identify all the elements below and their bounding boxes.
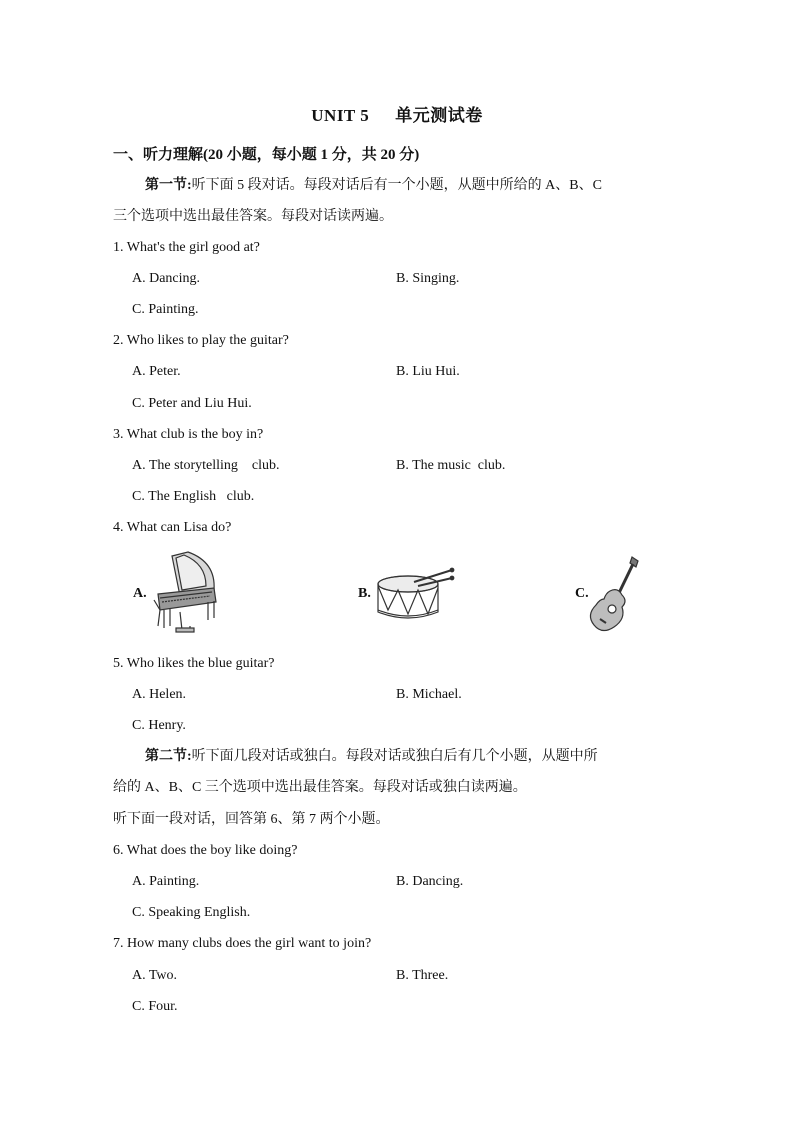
question-stem: 2. Who likes to play the guitar? xyxy=(113,333,289,348)
option-a: A. The storytelling club. xyxy=(132,458,280,473)
part1-label: 第一节: xyxy=(145,178,192,193)
option-a: A. Painting. xyxy=(132,874,200,889)
option-a: A. Dancing. xyxy=(132,271,201,286)
question-stem: 1. What's the girl good at? xyxy=(113,240,260,255)
option-c: C. Four. xyxy=(132,999,178,1014)
option-c: C. Henry. xyxy=(132,718,186,733)
question-stem: 4. What can Lisa do? xyxy=(113,520,232,535)
question-stem: 6. What does the boy like doing? xyxy=(113,843,298,858)
option-b: B. Three. xyxy=(396,968,449,983)
option-a: A. Helen. xyxy=(132,687,187,702)
option-a-label: A. xyxy=(133,586,147,601)
option-c: C. The English club. xyxy=(132,489,255,504)
page-title xyxy=(0,106,794,126)
question-stem: 3. What club is the boy in? xyxy=(113,427,264,442)
unit-label: UNIT 5 xyxy=(311,106,370,125)
option-b: B. Singing. xyxy=(396,271,460,286)
piano-icon xyxy=(150,550,222,636)
drum-icon xyxy=(376,568,456,626)
question-stem: 7. How many clubs does the girl want to join? xyxy=(113,936,372,951)
option-c: C. Peter and Liu Hui. xyxy=(132,396,252,411)
part1-instruction-line2: 三个选项中选出最佳答案。每段对话读两遍。 xyxy=(113,209,393,224)
option-b: B. The music club. xyxy=(396,458,506,473)
option-c-label: C. xyxy=(575,586,589,601)
option-c: C. Speaking English. xyxy=(132,905,251,920)
test-name: 单元测试卷 xyxy=(395,106,483,125)
part2-instruction-line1: 第二节:听下面几段对话或独白。每段对话或独白后有几个小题，从题中所 xyxy=(145,749,598,764)
option-b: B. Michael. xyxy=(396,687,462,702)
option-a: A. Two. xyxy=(132,968,178,983)
part1-instruction-line1: 第一节:听下面 5 段对话。每段对话后有一个小题，从题中所给的 A、B、C xyxy=(145,178,602,193)
option-b: B. Liu Hui. xyxy=(396,364,460,379)
part2-instruction-line2: 给的 A、B、C 三个选项中选出最佳答案。每段对话或独白读两遍。 xyxy=(113,780,527,795)
option-b: B. Dancing. xyxy=(396,874,464,889)
part2-label: 第二节: xyxy=(145,749,192,764)
option-c: C. Painting. xyxy=(132,302,199,317)
question-stem: 5. Who likes the blue guitar? xyxy=(113,656,275,671)
guitar-icon xyxy=(588,555,644,635)
section-heading: 一、听力理解(20 小题，每小题 1 分，共 20 分) xyxy=(113,147,420,163)
option-a: A. Peter. xyxy=(132,364,181,379)
option-b-label: B. xyxy=(358,586,371,601)
dialogue-instruction: 听下面一段对话，回答第 6、第 7 两个小题。 xyxy=(113,812,390,827)
